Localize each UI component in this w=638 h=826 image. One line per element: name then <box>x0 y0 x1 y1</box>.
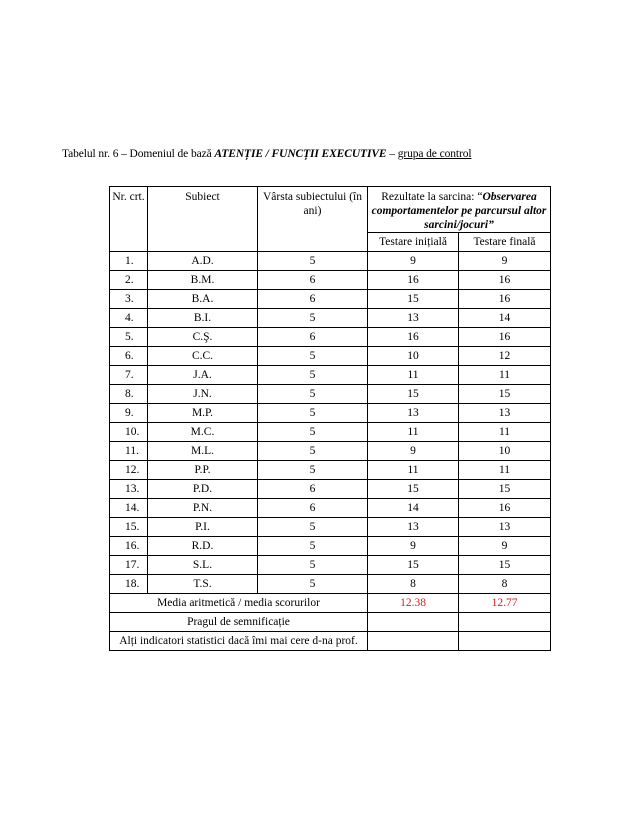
cell-subject: P.I. <box>148 518 258 537</box>
cell-final: 14 <box>459 309 551 328</box>
caption-domain: ATENȚIE / FUNCȚII EXECUTIVE <box>214 148 387 160</box>
mean-final: 12.77 <box>459 594 551 613</box>
cell-final: 11 <box>459 423 551 442</box>
cell-final: 9 <box>459 537 551 556</box>
table-row <box>110 366 551 385</box>
cell-subject: J.A. <box>148 366 258 385</box>
cell-age: 6 <box>258 328 368 347</box>
cell-age: 5 <box>258 309 368 328</box>
table-row <box>110 385 551 404</box>
cell-age: 5 <box>258 423 368 442</box>
cell-initial: 15 <box>368 290 459 309</box>
cell-age: 5 <box>258 366 368 385</box>
cell-age: 5 <box>258 404 368 423</box>
cell-nr: 9. <box>110 404 148 423</box>
header-age: Vârsta subiectului (în ani) <box>258 187 368 252</box>
other-indicators-final <box>459 632 551 651</box>
cell-nr: 14. <box>110 499 148 518</box>
cell-initial: 15 <box>368 480 459 499</box>
cell-age: 5 <box>258 347 368 366</box>
cell-age: 5 <box>258 461 368 480</box>
cell-age: 5 <box>258 575 368 594</box>
cell-nr: 8. <box>110 385 148 404</box>
cell-subject: P.P. <box>148 461 258 480</box>
cell-final: 15 <box>459 556 551 575</box>
cell-final: 8 <box>459 575 551 594</box>
significance-initial <box>368 613 459 632</box>
header-final: Testare finală <box>459 233 551 252</box>
cell-initial: 11 <box>368 366 459 385</box>
table-row <box>110 499 551 518</box>
cell-nr: 6. <box>110 347 148 366</box>
cell-nr: 11. <box>110 442 148 461</box>
cell-subject: P.D. <box>148 480 258 499</box>
cell-final: 12 <box>459 347 551 366</box>
cell-initial: 10 <box>368 347 459 366</box>
table-row <box>110 518 551 537</box>
cell-initial: 9 <box>368 252 459 271</box>
cell-nr: 18. <box>110 575 148 594</box>
header-initial: Testare inițială <box>368 233 459 252</box>
cell-subject: J.N. <box>148 385 258 404</box>
cell-nr: 1. <box>110 252 148 271</box>
table-row <box>110 347 551 366</box>
cell-nr: 13. <box>110 480 148 499</box>
cell-age: 5 <box>258 518 368 537</box>
header-row <box>110 187 551 233</box>
cell-age: 5 <box>258 556 368 575</box>
cell-final: 16 <box>459 271 551 290</box>
cell-age: 6 <box>258 290 368 309</box>
cell-age: 5 <box>258 442 368 461</box>
cell-subject: C.C. <box>148 347 258 366</box>
cell-final: 15 <box>459 385 551 404</box>
table-row <box>110 252 551 271</box>
table-row <box>110 480 551 499</box>
cell-subject: B.A. <box>148 290 258 309</box>
cell-age: 6 <box>258 480 368 499</box>
cell-age: 6 <box>258 271 368 290</box>
cell-nr: 10. <box>110 423 148 442</box>
table-row <box>110 309 551 328</box>
results-table-footer <box>110 594 551 651</box>
header-task-name: Observarea comportamentelor pe parcursul altor sarcini/jocuri” <box>371 191 547 231</box>
cell-final: 13 <box>459 518 551 537</box>
table-row <box>110 423 551 442</box>
cell-initial: 16 <box>368 271 459 290</box>
table-row <box>110 404 551 423</box>
table-row <box>110 442 551 461</box>
cell-final: 10 <box>459 442 551 461</box>
table-row <box>110 290 551 309</box>
cell-subject: M.C. <box>148 423 258 442</box>
significance-label: Pragul de semnificație <box>110 613 368 632</box>
cell-final: 11 <box>459 366 551 385</box>
cell-subject: P.N. <box>148 499 258 518</box>
table-row <box>110 271 551 290</box>
cell-final: 9 <box>459 252 551 271</box>
other-indicators-row <box>110 632 551 651</box>
other-indicators-initial <box>368 632 459 651</box>
table-row <box>110 461 551 480</box>
caption-group: grupa de control <box>397 148 472 160</box>
cell-initial: 16 <box>368 328 459 347</box>
significance-final <box>459 613 551 632</box>
cell-initial: 15 <box>368 556 459 575</box>
table-row <box>110 556 551 575</box>
cell-initial: 13 <box>368 404 459 423</box>
caption-prefix: Tabelul nr. 6 – Domeniul de bază <box>62 148 215 160</box>
cell-final: 16 <box>459 328 551 347</box>
table-row <box>110 537 551 556</box>
cell-final: 13 <box>459 404 551 423</box>
cell-nr: 2. <box>110 271 148 290</box>
cell-initial: 15 <box>368 385 459 404</box>
caption-separator: – <box>386 148 398 160</box>
mean-row <box>110 594 551 613</box>
results-table <box>109 186 551 651</box>
table-row <box>110 575 551 594</box>
header-task <box>368 187 551 233</box>
cell-age: 6 <box>258 499 368 518</box>
cell-nr: 3. <box>110 290 148 309</box>
table-caption <box>62 148 471 160</box>
cell-initial: 11 <box>368 423 459 442</box>
header-subject: Subiect <box>148 187 258 252</box>
cell-subject: A.D. <box>148 252 258 271</box>
cell-final: 15 <box>459 480 551 499</box>
cell-initial: 13 <box>368 309 459 328</box>
cell-initial: 9 <box>368 442 459 461</box>
cell-initial: 8 <box>368 575 459 594</box>
cell-initial: 9 <box>368 537 459 556</box>
cell-nr: 15. <box>110 518 148 537</box>
cell-age: 5 <box>258 252 368 271</box>
cell-subject: M.P. <box>148 404 258 423</box>
cell-subject: B.I. <box>148 309 258 328</box>
cell-age: 5 <box>258 385 368 404</box>
significance-row <box>110 613 551 632</box>
header-task-prefix: Rezultate la sarcina: “ <box>381 191 483 203</box>
header-nr: Nr. crt. <box>110 187 148 252</box>
cell-subject: M.L. <box>148 442 258 461</box>
results-table-body <box>110 187 551 594</box>
cell-subject: B.M. <box>148 271 258 290</box>
cell-subject: C.Ş. <box>148 328 258 347</box>
cell-nr: 4. <box>110 309 148 328</box>
mean-initial: 12.38 <box>368 594 459 613</box>
cell-final: 16 <box>459 499 551 518</box>
cell-nr: 16. <box>110 537 148 556</box>
cell-final: 16 <box>459 290 551 309</box>
cell-age: 5 <box>258 537 368 556</box>
cell-initial: 11 <box>368 461 459 480</box>
cell-subject: S.L. <box>148 556 258 575</box>
cell-nr: 5. <box>110 328 148 347</box>
cell-initial: 13 <box>368 518 459 537</box>
cell-nr: 17. <box>110 556 148 575</box>
cell-nr: 7. <box>110 366 148 385</box>
cell-subject: T.S. <box>148 575 258 594</box>
table-row <box>110 328 551 347</box>
cell-subject: R.D. <box>148 537 258 556</box>
mean-label: Media aritmetică / media scorurilor <box>110 594 368 613</box>
cell-nr: 12. <box>110 461 148 480</box>
cell-initial: 14 <box>368 499 459 518</box>
cell-final: 11 <box>459 461 551 480</box>
other-indicators-label: Alți indicatori statistici dacă îmi mai cere d-na prof. <box>110 632 368 651</box>
